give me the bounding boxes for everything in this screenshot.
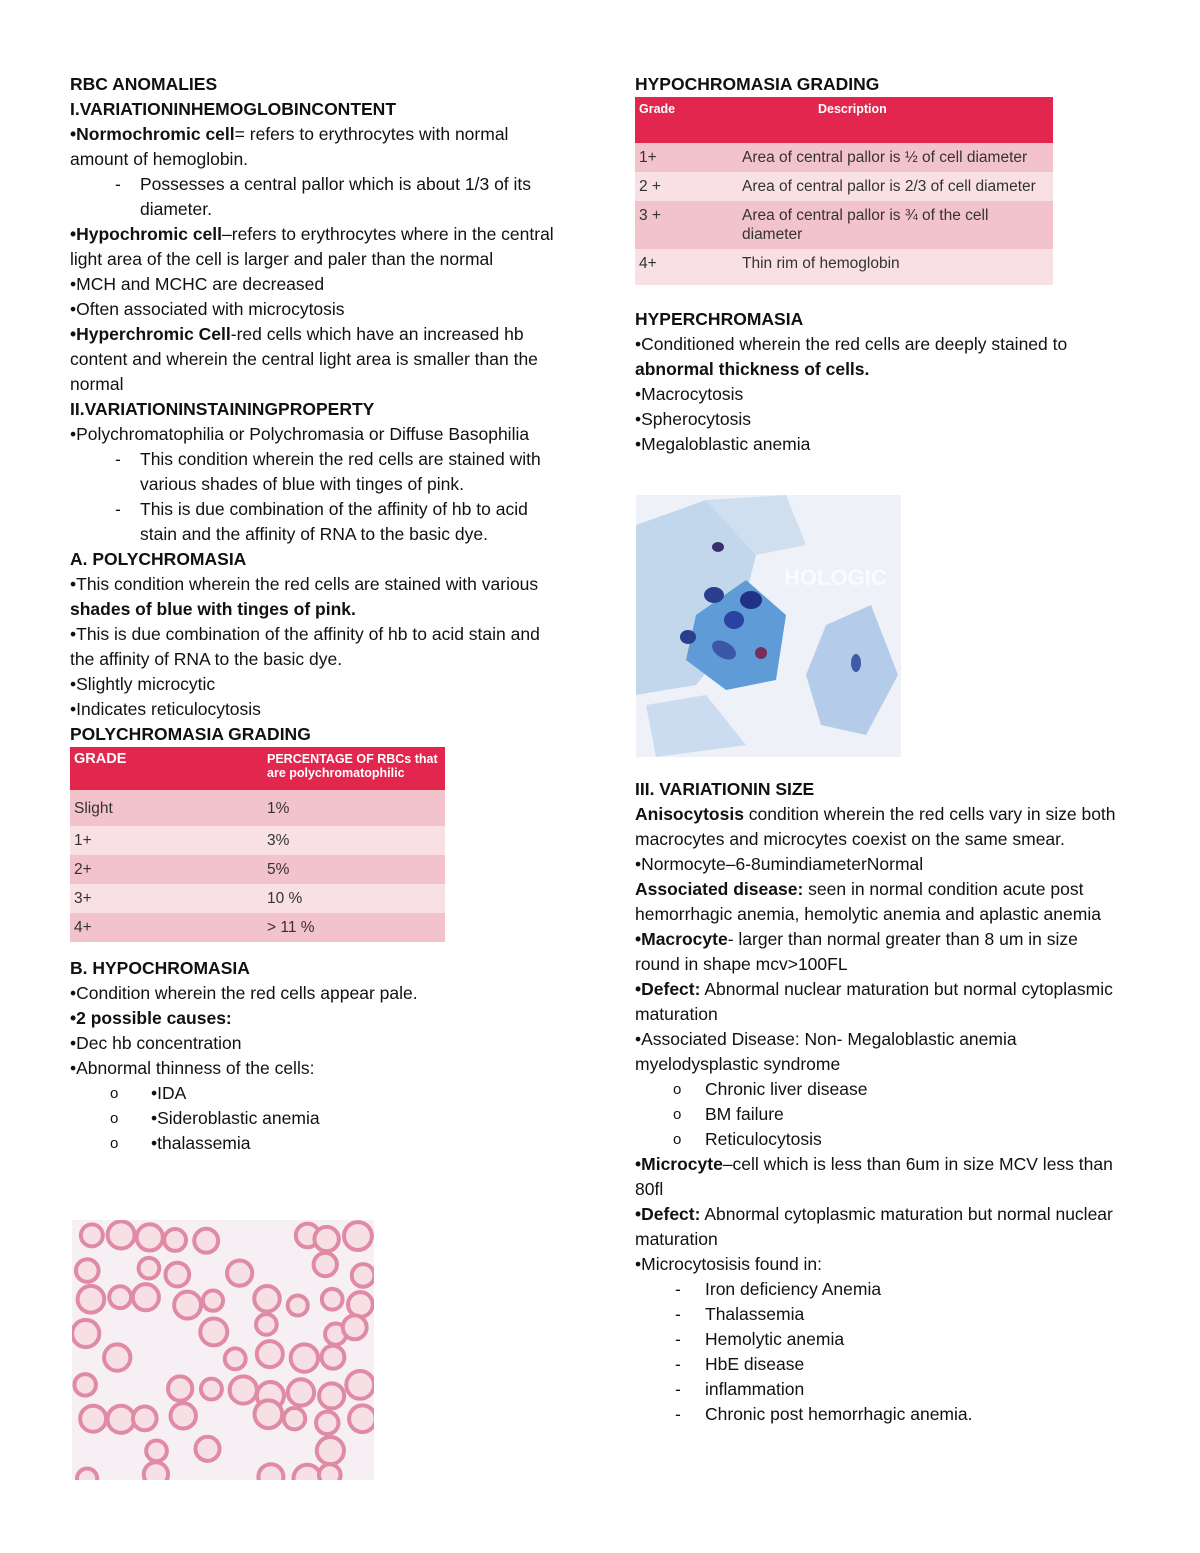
poly-line-2: •This is due combination of the affinity of hb to acid stain and the affinity of RNA to the basic dye. xyxy=(70,624,540,669)
hyperchromic-def: •Hyperchromic Cell-red cells which have an increased hb content and wherein the central light area is smaller than the normal xyxy=(70,324,538,394)
table-cell: 3+ xyxy=(70,884,263,913)
red-cell xyxy=(72,1320,99,1347)
red-cell xyxy=(203,1291,223,1311)
red-cell xyxy=(284,1408,305,1429)
table-cell: Area of central pallor is ¾ of the cell diameter xyxy=(738,201,1053,249)
red-cell xyxy=(343,1315,367,1339)
table-cell: Area of central pallor is 2/3 of cell diameter xyxy=(738,172,1053,201)
red-cell xyxy=(144,1462,168,1480)
red-cell xyxy=(195,1437,219,1461)
header-cell: Grade xyxy=(635,97,738,143)
micro-found: •Microcytosisis found in: xyxy=(635,1254,823,1274)
macrocyte-def: •Macrocyte- larger than normal greater than 8 um in size round in shape mcv>100FL xyxy=(635,929,1078,974)
red-cell xyxy=(319,1383,344,1408)
red-cell xyxy=(322,1289,343,1310)
nucleus xyxy=(851,654,861,672)
hyper-line-1: •Conditioned wherein the red cells are deeply stained to abnormal thickness of cells. xyxy=(635,334,1068,379)
poly-sub-2: - This is due combination of the affinity of hb to acid stain and the affinity of RNA to the basic dye. xyxy=(70,497,560,547)
poly-grading-heading: POLYCHROMASIA GRADING xyxy=(70,724,311,744)
hyperchromasia-cell-image xyxy=(636,495,901,757)
red-cell xyxy=(171,1403,196,1428)
nucleus xyxy=(755,647,767,659)
poly-line-4: •Indicates reticulocytosis xyxy=(70,699,261,719)
table-cell: 1% xyxy=(263,790,445,826)
polychromasia-heading: A. POLYCHROMASIA xyxy=(70,549,247,569)
red-cell xyxy=(291,1344,318,1371)
red-cell xyxy=(133,1284,159,1310)
red-cell xyxy=(317,1437,344,1464)
red-cell xyxy=(109,1286,131,1308)
red-cell xyxy=(293,1465,321,1480)
table-cell: 10 % xyxy=(263,884,445,913)
macro-defect: •Defect: Abnormal nuclear maturation but normal cytoplasmic maturation xyxy=(635,979,1113,1024)
red-cell xyxy=(174,1292,201,1319)
red-cell xyxy=(104,1344,130,1370)
red-cell xyxy=(164,1229,186,1251)
right-column xyxy=(635,72,1125,457)
associated-disease: Associated disease: seen in normal condition acute post hemorrhagic anemia, hemolytic anemia and aplastic anemia xyxy=(635,879,1101,924)
polychromatophilia-def: •Polychromatophilia or Polychromasia or Diffuse Basophilia xyxy=(70,424,530,444)
micro-list-item: - Thalassemia xyxy=(635,1302,1125,1327)
hypo-line-2: •2 possible causes: xyxy=(70,1008,232,1028)
table-cell: 5% xyxy=(263,855,445,884)
table-header-row xyxy=(635,97,1053,143)
table-cell: Area of central pallor is ½ of cell diameter xyxy=(738,143,1053,172)
table-cell: 3% xyxy=(263,826,445,855)
cell-shape xyxy=(806,605,898,735)
table-cell: 4+ xyxy=(635,249,738,285)
red-cell xyxy=(227,1260,252,1285)
red-cell xyxy=(108,1406,135,1433)
table-cell: 2+ xyxy=(70,855,263,884)
poly-sub-1: - This condition wherein the red cells are stained with various shades of blue with tinges of pink. xyxy=(70,447,560,497)
nucleus xyxy=(740,591,762,609)
micro-defect: •Defect: Abnormal cytoplasmic maturation but normal nuclear maturation xyxy=(635,1204,1113,1249)
table-row xyxy=(635,201,1053,249)
table-cell: 1+ xyxy=(635,143,738,172)
micro-list-item: - Chronic post hemorrhagic anemia. xyxy=(635,1402,1125,1427)
red-cell xyxy=(352,1264,374,1287)
table-header-row xyxy=(70,747,445,790)
hypo-grading-heading: HYPOCHROMASIA GRADING xyxy=(635,74,880,94)
micro-list-item: - HbE disease xyxy=(635,1352,1125,1377)
table-row xyxy=(70,855,445,884)
table-cell: 2 + xyxy=(635,172,738,201)
hypo-sub-item: o •IDA xyxy=(70,1081,560,1106)
red-cell xyxy=(348,1292,373,1317)
red-cell xyxy=(81,1224,103,1246)
hypo-line-4: •Abnormal thinness of the cells: xyxy=(70,1058,315,1078)
macro-sub-item: o BM failure xyxy=(635,1102,1125,1127)
header-cell: GRADE xyxy=(70,747,263,790)
red-cell xyxy=(257,1341,283,1367)
table-cell: > 11 % xyxy=(263,913,445,942)
normocyte-line: •Normocyte–6-8umindiameterNormal xyxy=(635,854,924,874)
micro-list-item: - Iron deficiency Anemia xyxy=(635,1277,1125,1302)
anisocytosis-def: Anisocytosis condition wherein the red cells vary in size both macrocytes and microcytes coexist on the same smear. xyxy=(635,804,1116,849)
table-cell: 3 + xyxy=(635,201,738,249)
hyper-item: •Spherocytosis xyxy=(635,409,752,429)
red-cell xyxy=(194,1229,218,1253)
table-row xyxy=(635,172,1053,201)
red-cell xyxy=(255,1400,283,1428)
micro-list-item: - Hemolytic anemia xyxy=(635,1327,1125,1352)
micro-list-item: - inflammation xyxy=(635,1377,1125,1402)
red-cell xyxy=(314,1253,337,1276)
hypo-sub-item: o •Sideroblastic anemia xyxy=(70,1106,560,1131)
nucleus xyxy=(680,630,696,644)
red-cell xyxy=(168,1376,192,1400)
macro-sub-item: o Chronic liver disease xyxy=(635,1077,1125,1102)
table-row xyxy=(70,826,445,855)
red-cell xyxy=(133,1407,157,1431)
red-cell xyxy=(76,1259,99,1282)
table-row xyxy=(70,884,445,913)
red-cell xyxy=(258,1464,283,1480)
nucleus xyxy=(704,587,724,603)
often-line: •Often associated with microcytosis xyxy=(70,299,345,319)
red-cell xyxy=(165,1263,189,1287)
microcyte-def: •Microcyte–cell which is less than 6um in size MCV less than 80fl xyxy=(635,1154,1113,1199)
section-3-heading: III. VARIATIONIN SIZE xyxy=(635,779,815,799)
header-cell: Description xyxy=(738,97,1053,143)
nucleus xyxy=(724,611,744,629)
red-cell xyxy=(137,1224,163,1250)
hyper-item: •Macrocytosis xyxy=(635,384,744,404)
hypochromic-smear-image xyxy=(72,1220,374,1480)
table-row xyxy=(635,143,1053,172)
red-cell xyxy=(78,1286,105,1313)
red-cell xyxy=(80,1406,106,1432)
red-cell xyxy=(349,1405,374,1432)
table-cell: 1+ xyxy=(70,826,263,855)
hypochromasia-heading: B. HYPOCHROMASIA xyxy=(70,958,250,978)
mch-line: •MCH and MCHC are decreased xyxy=(70,274,325,294)
red-cell xyxy=(139,1258,160,1279)
table-row xyxy=(70,790,445,826)
watermark-text: HOLOGIC xyxy=(784,565,887,590)
red-cell xyxy=(346,1371,374,1399)
table-cell: Slight xyxy=(70,790,263,826)
macro-sub-item: o Reticulocytosis xyxy=(635,1127,1125,1152)
table-cell: Thin rim of hemoglobin xyxy=(738,249,1053,285)
macro-assoc: •Associated Disease: Non- Megaloblastic anemia myelodysplastic syndrome xyxy=(635,1029,1017,1074)
doc-title: RBC ANOMALIES xyxy=(70,74,218,94)
red-cell xyxy=(230,1376,257,1403)
red-cell xyxy=(256,1314,277,1335)
red-cell xyxy=(146,1440,167,1461)
red-cell xyxy=(322,1346,345,1369)
poly-line-1: •This condition wherein the red cells are stained with various shades of blue with tinges of pink. xyxy=(70,574,539,619)
red-cell xyxy=(288,1379,314,1405)
red-cell xyxy=(74,1374,95,1395)
hypo-line-3: •Dec hb concentration xyxy=(70,1033,242,1053)
red-cell xyxy=(314,1227,338,1251)
red-cell xyxy=(201,1379,222,1400)
poly-line-3: •Slightly microcytic xyxy=(70,674,216,694)
red-cell xyxy=(288,1295,308,1315)
header-cell: PERCENTAGE OF RBCs that are polychromatophilic xyxy=(263,747,445,790)
hypo-sub-item: o •thalassemia xyxy=(70,1131,560,1156)
table-cell: 4+ xyxy=(70,913,263,942)
red-cell xyxy=(225,1348,246,1369)
section-2-heading: II.VARIATIONINSTAININGPROPERTY xyxy=(70,399,375,419)
red-cell xyxy=(77,1469,97,1480)
section-1-heading: I.VARIATIONINHEMOGLOBINCONTENT xyxy=(70,99,397,119)
hyper-item: •Megaloblastic anemia xyxy=(635,434,811,454)
normochromic-def: •Normochromic cell= refers to erythrocytes with normal amount of hemoglobin. xyxy=(70,124,509,169)
left-column xyxy=(70,72,560,1156)
poly-grading-table xyxy=(70,747,445,942)
smear-svg xyxy=(72,1220,374,1480)
red-cell xyxy=(316,1412,338,1434)
cell-shape xyxy=(646,695,746,757)
hypochromic-def: •Hypochromic cell–refers to erythrocytes where in the central light area of the cell is larger and paler than the normal xyxy=(70,224,554,269)
nucleus xyxy=(712,542,724,552)
normochromic-sub: - Possesses a central pallor which is about 1/3 of its diameter. xyxy=(70,172,560,222)
red-cell xyxy=(319,1464,341,1480)
red-cell xyxy=(200,1318,227,1345)
hypo-line-1: •Condition wherein the red cells appear pale. xyxy=(70,983,418,1003)
red-cell xyxy=(254,1286,279,1311)
table-row xyxy=(70,913,445,942)
cell-svg xyxy=(636,495,901,757)
table-row xyxy=(635,249,1053,285)
red-cell xyxy=(344,1222,372,1250)
hypo-grading-table xyxy=(635,97,1053,285)
red-cell xyxy=(108,1221,135,1248)
hyperchromasia-heading: HYPERCHROMASIA xyxy=(635,309,804,329)
right-lower-column xyxy=(635,777,1125,1427)
